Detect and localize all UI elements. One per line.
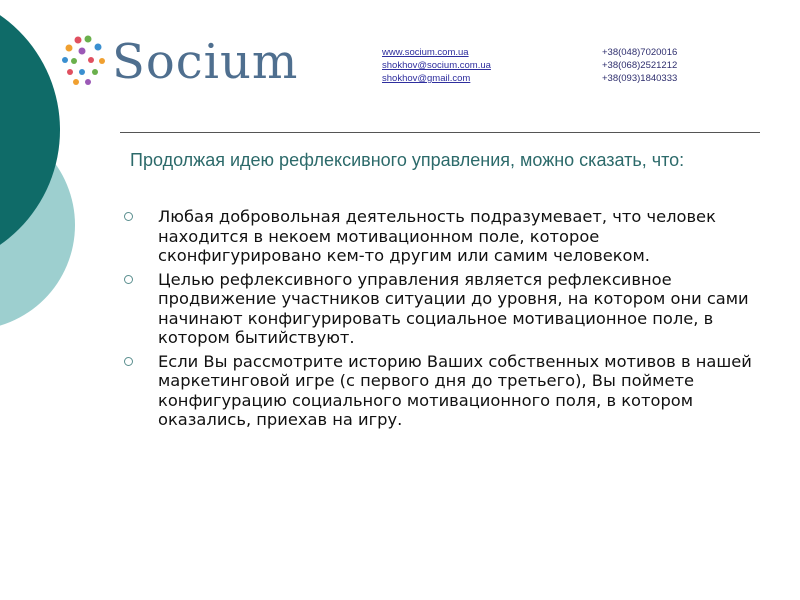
phone-1: +38(048)7020016 (602, 47, 678, 58)
header-divider (120, 132, 760, 133)
bullet-text: Любая добровольная деятельность подразумевает, что человек находится в некоем мотивационном поле, которое сконфигурировано кем-то другим или самим человеком. (158, 207, 716, 265)
contact-phones (602, 46, 677, 85)
contact-links (382, 46, 491, 85)
bullet-text: Если Вы рассмотрите историю Ваших собственных мотивов в нашей маркетинговой игре (с первого дня до третьего), Вы поймете конфигурацию социального мотивационного поля, в котором оказались, приехав на игру. (158, 351, 752, 429)
bullet-item (122, 207, 762, 266)
slide-heading: Продолжая идею рефлексивного управления, можно сказать, что: (130, 150, 685, 170)
phone-2: +38(068)2521212 (602, 60, 678, 71)
bullet-text: Целью рефлексивного управления является рефлексивное продвижение участников ситуации до уровня, на котором они сами начинают конфигурировать социальное мотивационное поле, в котором бытийствуют. (158, 269, 749, 347)
website-link[interactable]: www.socium.com.ua (382, 47, 469, 58)
logo-wordmark: Socium (112, 34, 299, 90)
circle-bullet-icon (124, 275, 133, 284)
circle-bullet-icon (124, 357, 133, 366)
email-link-gmail[interactable]: shokhov@gmail.com (382, 73, 471, 84)
bullet-item (122, 270, 762, 348)
bullet-list (122, 207, 762, 434)
circle-bullet-icon (124, 212, 133, 221)
phone-3: +38(093)1840333 (602, 73, 678, 84)
bullet-item (122, 352, 762, 430)
email-link-socium[interactable]: shokhov@socium.com.ua (382, 60, 491, 71)
people-logo-icon (60, 34, 110, 90)
